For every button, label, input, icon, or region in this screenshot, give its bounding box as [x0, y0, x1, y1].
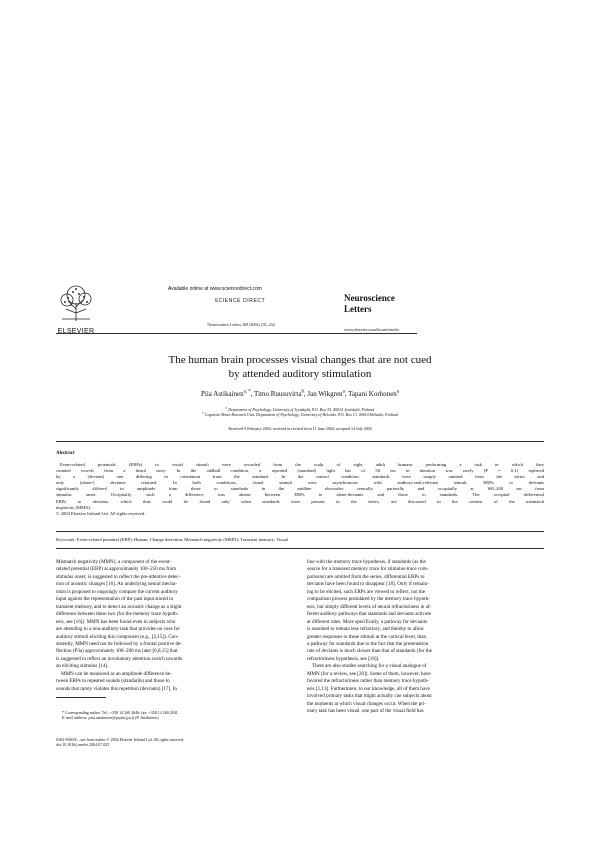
abstract-line: ERPs to deviants, which thus could be found only when standards were present in the series, are discussed in the context of the mismatch [56, 498, 544, 504]
affiliation-sup: a [225, 406, 228, 410]
text-line: nism is proposed to ongoingly compare the current auditory [56, 588, 178, 595]
journal-citation: Neuroscience Letters 368 (2004) 231–234 [207, 322, 275, 327]
elsevier-logo [56, 283, 96, 335]
affiliation-sup: b [202, 411, 204, 415]
journal-title-line: Neuroscience [344, 293, 395, 303]
journal-title-line: Letters [344, 304, 372, 314]
author-sup: b [301, 389, 304, 395]
keywords [56, 537, 544, 543]
text-line: sounds that rarely violates this repetition (deviants) [17]. In [56, 685, 177, 692]
text-line: parisons) are omitted from the series, differential ERPs to [307, 573, 425, 580]
text-line: sistently, MMN need not be followed by a frontal positive de- [56, 640, 182, 647]
text-line: difference between these two (for the memory trace hypoth- [56, 611, 179, 618]
text-line: MMN (for a review, see [20]). Some of them, however, have [307, 670, 431, 677]
author-sup: a [342, 389, 345, 395]
author [348, 390, 399, 398]
article-dates: Received 9 February 2004; received in revised form 11 June 2004; accepted 14 July 2004 [228, 426, 372, 431]
abstract-line: by a (deviant) one differing in orientation from the standard. In the control condition, standards were simply omitted from the series and [56, 474, 544, 480]
abstract-line: counted vowels from a heard story. In the oddball condition, a repeated (standard) light bar of 50 ms in duration was rarely (P = 0.1) replaced [56, 468, 544, 474]
text-line: is assumed to remain less refractory, and thereby to allow [307, 626, 425, 633]
text-line: comparison process postulated by the memory trace hypoth- [307, 596, 430, 603]
text-line: stimulus onset, is suggested to reflect the pre-attentive detec- [56, 573, 181, 580]
abstract-line: significantly differed in amplitude from those to standards in the midline electrodes centrally, parietally and occipitally at 160–200 ms from [56, 486, 544, 492]
affiliations [56, 407, 544, 417]
author-name: Tapani Korhonen [348, 390, 397, 398]
sciencedirect-label: SCIENCE DIRECT [214, 298, 266, 304]
text-line: greater responses to these stimuli at the cortical level, than [307, 633, 427, 640]
text-line: line with the memory trace hypothesis, if standards (as the [307, 559, 426, 565]
text-line: esis, see [16]). MMN has been found even in subjects who [56, 618, 176, 625]
copyright-line: © 2004 Elsevier Ireland Ltd. All rights reserved. [56, 510, 146, 516]
author-sup: a, * [243, 389, 251, 395]
abstract-line: Event-related potentials (ERPs) to visual stimuli were recorded from the scalp of eight adult humans performing a task in which they [60, 462, 544, 467]
text-line: transient memory, and to detect an acoustic change as a slight [56, 603, 182, 610]
text-line: ing to be elicited, such ERPs are viewed to reflect, not the [307, 588, 426, 595]
footnote-email: E-mail address: piia.astikainen@psyka.jyu.fi (P. Astikainen). [62, 715, 160, 721]
keywords-text: Event-related potential (ERP); Human; Change detection; Mismatch negativity (MMN); Transient memory; Visual [76, 537, 288, 542]
article-title [56, 354, 544, 381]
text-line: input against the representation of the past input stored in [56, 596, 173, 603]
page-footer [56, 737, 356, 747]
author-name: Jan Wikgren [307, 390, 343, 398]
available-online: Available online at www.sciencedirect.com [168, 286, 262, 292]
footnotes [56, 710, 293, 720]
text-line: flection (P3a) approximately 100–200 ms later [6,8,15] that [56, 648, 178, 655]
text-line: tion of acoustic changes [16]. An underlying neural mecha- [56, 581, 177, 588]
text-line: deviants have been found to disappear [18]. Only if remain- [307, 581, 429, 588]
header-rule [56, 333, 417, 334]
abstract-bottom-rule [56, 548, 544, 549]
text-line: tween ERPs to repeated sounds (standards) and those to [56, 678, 170, 685]
author [307, 390, 344, 398]
left-column [56, 559, 293, 693]
text-line: involved primary tasks that might actually cue subjects about [307, 693, 432, 700]
abstract-heading: Abstract [56, 451, 75, 456]
author [254, 390, 304, 398]
text-line: MMN can be measured as an amplitude difference be- [56, 670, 172, 677]
author-sup: a [396, 389, 399, 395]
text-line: Mismatch negativity (MMN), a component of the event- [56, 559, 172, 565]
text-line: related potential (ERP) at approximately 100–250 ms from [56, 566, 177, 573]
affiliation-text: Cognitive Brain Research Unit, Department of Psychology, University of Helsinki, P.O. Box 13, 00014 Helsinki, Finland [204, 412, 398, 418]
author-name: Piia Astikainen [201, 390, 244, 398]
text-line: auditory stimuli eliciting this component (e.g., [2,15]). Con- [56, 633, 179, 640]
text-line: at different rates. More specifically, a pathway for deviants [307, 618, 428, 625]
abstract-line: stimulus onset. Occipitally, such a difference was absent between ERPs to alone-deviants and those to standards. The occipital differential [56, 492, 544, 498]
text-line: There are also studies searching for a visual analogue of [307, 663, 427, 670]
text-line: refractoriness hypothesis, see [16]). [307, 655, 380, 662]
text-line: mary task has been visual, one part of the visual field has [307, 708, 424, 715]
text-line: esis, but simply different levels of neural refractoriness in af- [307, 603, 432, 610]
text-line: the moments at which visual changes occur. When the pri- [307, 700, 427, 707]
affiliation-text: Department of Psychology, University of Jyväskylä, P.O. Box 35, 40014 Jyväskylä, Finland [228, 407, 375, 412]
abstract-body [56, 462, 544, 517]
elsevier-tree-icon [56, 283, 96, 323]
publisher-name: ELSEVIER [57, 328, 95, 335]
text-line: favored the refractoriness rather than memory trace hypoth- [307, 678, 429, 685]
text-line: esis [1,13]. Furthermore, to our knowledge, all of them have [307, 685, 430, 692]
text-line: are attending to a non-auditory task that provides no cues for [56, 626, 180, 633]
keywords-label: Keywords: [56, 537, 76, 542]
footnote-corresponding: * Corresponding author. Tel.: +358 14 260 2646; fax: +358 14 260 2841. [62, 710, 179, 715]
affiliation [56, 412, 544, 417]
right-column [307, 559, 544, 716]
text-line: is suggested to reflect an involuntary attention switch towards [56, 655, 183, 662]
journal-url: www.elsevier.com/locate/neulet [344, 327, 399, 332]
text-line: source for a transient memory trace for stimulus-trace com- [307, 566, 429, 573]
article-title-line: The human brain processes visual changes that are not cued [168, 354, 432, 366]
sciencedirect-logo [190, 295, 290, 307]
article-title-line: by attended auditory stimulation [228, 367, 372, 380]
author [201, 390, 251, 398]
text-line: ferent auditory pathways that standards and deviants activate [307, 611, 432, 618]
text-line: a pathway for standards due to the fact that the presentation [307, 640, 429, 647]
abstract-line: negativity (MMN). [56, 504, 92, 510]
doi-line: doi:10.1016/j.neulet.2004.07.025 [56, 742, 110, 748]
authors: Piia Astikainen$^{a, *}$, Timo Ruusuvirta$^b$, Jan Wikgren$^a$, Tapani Korhonen$^a$ [201, 389, 399, 398]
text-line: an eliciting stimulus [14]. [56, 663, 109, 670]
abstract-line: only (alone-) deviants retained. In both conditions, visual stimuli were asynchronous with auditory-task-relevant stimuli. ERPs to deviants [56, 480, 544, 486]
abstract-top-rule [56, 441, 544, 442]
author-name: Timo Ruusuvirta [254, 390, 302, 398]
issn-line: 0304-3940/$ – see front matter © 2004 Elsevier Ireland Ltd. All rights reserved. [56, 737, 185, 742]
text-line: rate of deviants is much slower than that of standards (for the [307, 648, 432, 655]
journal-title [344, 293, 395, 315]
